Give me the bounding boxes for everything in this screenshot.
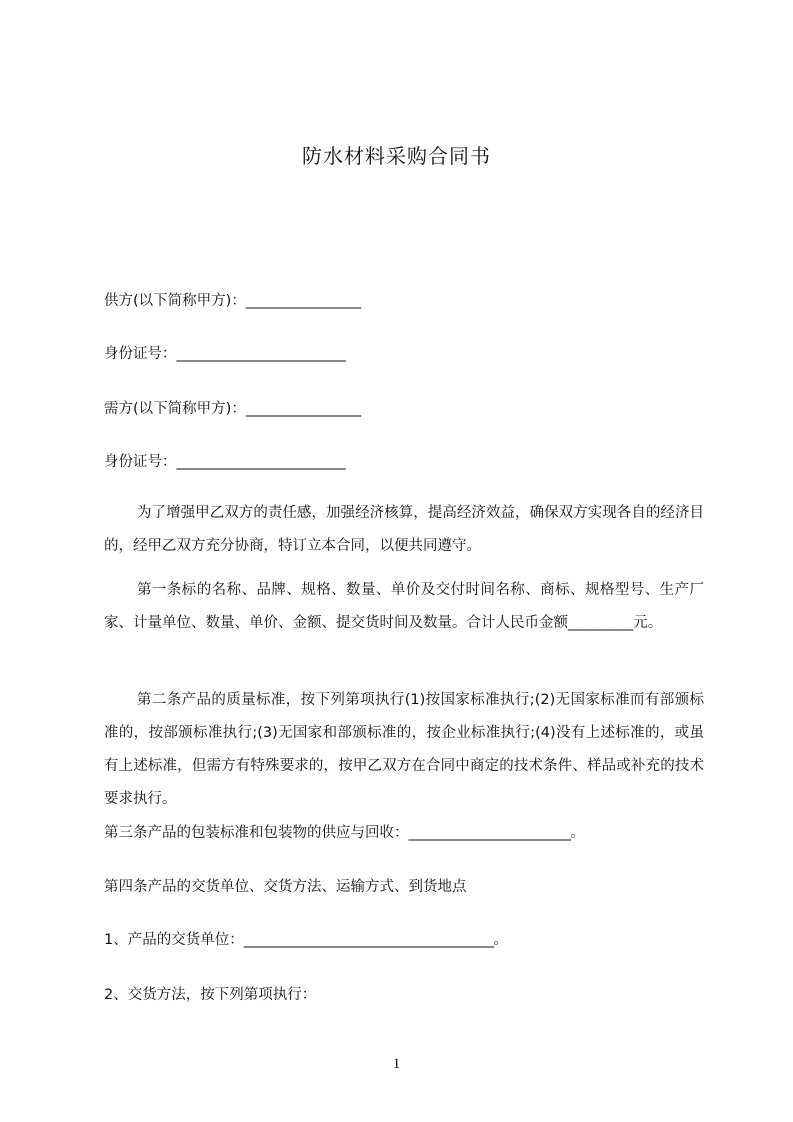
intro-paragraph: 为了增强甲乙双方的责任感，加强经济核算，提高经济效益，确保双方实现各自的经济目的，经甲乙双方充分协商，特订立本合同，以便共同遵守。 [104, 505, 704, 554]
article-3-text: 第三条产品的包装标准和包装物的供应与回收： [104, 825, 409, 841]
supplier-id-blank: _________________________ [176, 346, 346, 362]
document-title: 防水材料采购合同书 [302, 144, 491, 168]
buyer-line [104, 395, 704, 423]
item-1-end: 。 [493, 932, 508, 948]
item-1-text: 1、产品的交货单位： [104, 932, 244, 948]
supplier-id-label: 身份证号： [104, 346, 177, 362]
buyer-id-blank: _________________________ [176, 454, 346, 470]
article-4-line: 第四条产品的交货单位、交货方法、运输方式、到货地点 [104, 879, 467, 895]
article-3-line [104, 819, 704, 847]
item-2-line: 2、交货方法，按下列第项执行： [104, 987, 317, 1003]
article-3-end: 。 [570, 825, 585, 841]
buyer-id-line [104, 448, 704, 476]
item-1-line [104, 926, 704, 954]
item-1-blank: _____________________________________ [243, 932, 494, 948]
page-number: 1 [392, 1056, 401, 1072]
buyer-label: 需方(以下简称甲方)： [104, 401, 246, 417]
supplier-label: 供方(以下简称甲方)： [104, 293, 246, 309]
supplier-blank: _________________ [245, 293, 361, 309]
buyer-id-label: 身份证号： [104, 454, 177, 470]
article-2-paragraph: 第二条产品的质量标准，按下列第项执行(1)按国家标准执行;(2)无国家标准而有部颁标准的，按部颁标准执行;(3)无国家和部颁标准的，按企业标准执行;(4)没有上述标准的，或虽有上述标准，但需方有特殊要求的，按甲乙双方在合同中商定的技术条件、样品或补充的技术要求执行。 [104, 692, 704, 807]
article-3-blank: ________________________ [408, 825, 571, 841]
buyer-blank: _________________ [245, 401, 361, 417]
supplier-line [104, 287, 704, 315]
supplier-id-line [104, 340, 704, 368]
article-1-paragraph: 第一条标的名称、品牌、规格、数量、单价及交付时间名称、商标、规格型号、生产厂家、计量单位、数量、单价、金额、提交货时间及数量。合计人民币金额_________元。 [104, 582, 704, 631]
